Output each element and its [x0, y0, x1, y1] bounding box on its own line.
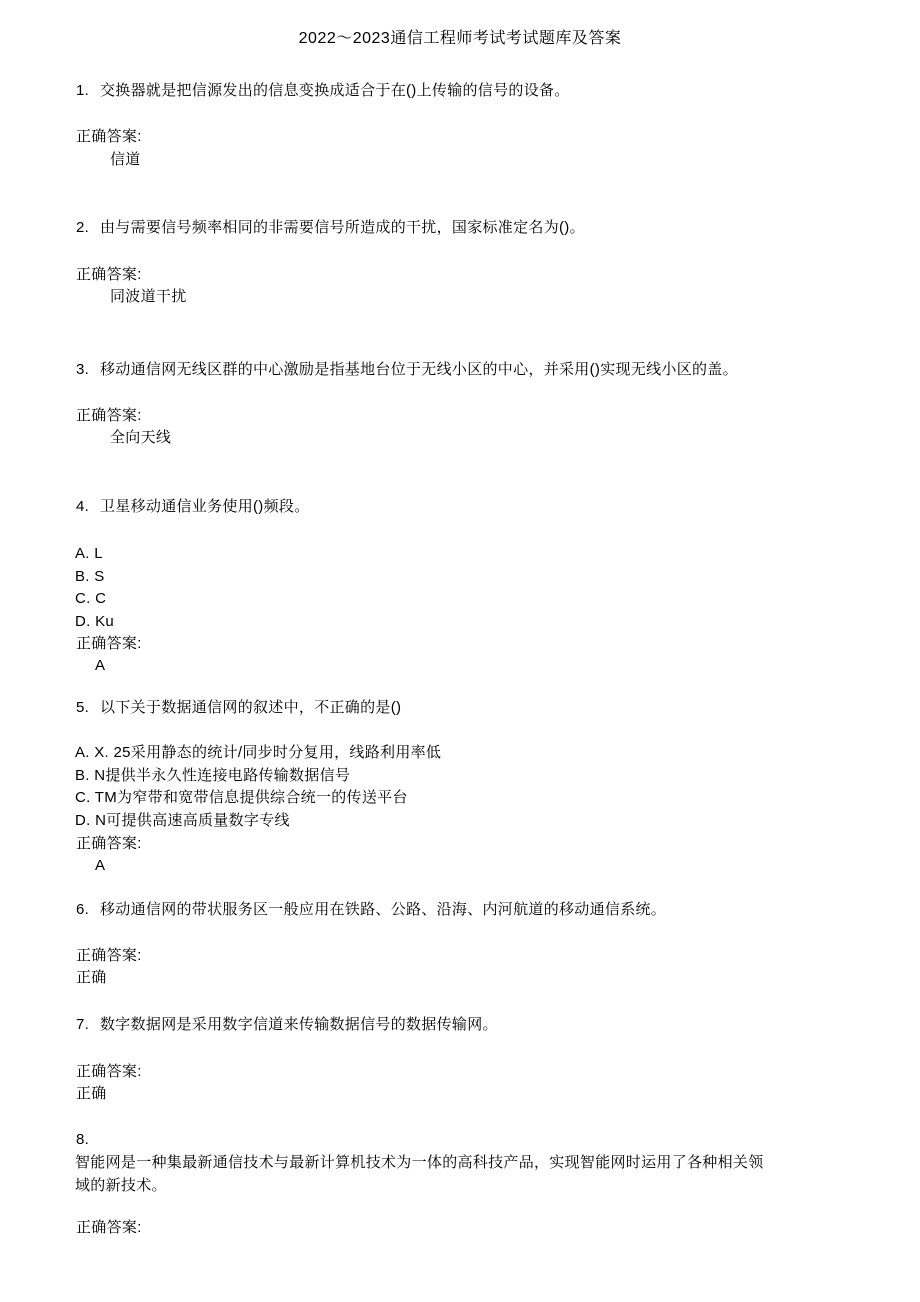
question-5-option-c: C. TM为窄带和宽带信息提供综合统一的传送平台	[75, 789, 408, 806]
question-6-number: 6.	[76, 901, 90, 918]
question-2-line	[76, 219, 585, 236]
question-4-option-c: C. C	[75, 590, 107, 607]
question-5-option-d: D. N可提供高速高质量数字专线	[75, 812, 290, 829]
answer-label-4: 正确答案:	[76, 635, 142, 652]
answer-label-5: 正确答案:	[76, 835, 142, 852]
question-5-line	[76, 699, 401, 716]
answer-value-3: 全向天线	[110, 429, 172, 446]
question-5-text: 以下关于数据通信网的叙述中，不正确的是()	[100, 699, 402, 716]
page-title: 2022～2023通信工程师考试考试题库及答案	[298, 30, 622, 47]
question-1-text: 交换器就是把信源发出的信息变换成适合于在()上传输的信号的设备。	[100, 82, 570, 99]
question-8-number: 8.	[76, 1131, 90, 1148]
question-4-text: 卫星移动通信业务使用()频段。	[100, 498, 310, 515]
answer-label-2: 正确答案:	[76, 266, 142, 283]
answer-label-8: 正确答案:	[76, 1219, 142, 1236]
question-4-option-b: B. S	[75, 568, 105, 585]
question-2-text: 由与需要信号频率相同的非需要信号所造成的干扰，国家标准定名为()。	[100, 219, 585, 236]
question-3-number: 3.	[76, 361, 90, 378]
question-5-option-a: A. X. 25采用静态的统计/同步时分复用，线路利用率低	[75, 744, 442, 761]
question-4-option-a: A. L	[75, 545, 103, 562]
answer-value-1: 信道	[110, 151, 141, 168]
question-7-line	[76, 1016, 498, 1033]
question-6-text: 移动通信网的带状服务区一般应用在铁路、公路、沿海、内河航道的移动通信系统。	[100, 901, 667, 918]
question-4-option-d: D. Ku	[75, 613, 115, 630]
question-1-line	[76, 82, 570, 99]
question-7-text: 数字数据网是采用数字信道来传输数据信号的数据传输网。	[100, 1016, 498, 1033]
question-7-number: 7.	[76, 1016, 90, 1033]
answer-value-7: 正确	[76, 1085, 107, 1102]
question-3-line	[76, 361, 738, 378]
answer-label-1: 正确答案:	[76, 128, 142, 145]
answer-label-3: 正确答案:	[76, 407, 142, 424]
question-1-number: 1.	[76, 82, 90, 99]
answer-value-2: 同波道干扰	[110, 288, 187, 305]
answer-label-6: 正确答案:	[76, 947, 142, 964]
answer-value-4: A	[95, 657, 106, 674]
question-5-number: 5.	[76, 699, 90, 716]
question-4-line	[76, 498, 310, 515]
question-6-line	[76, 901, 666, 918]
answer-value-6: 正确	[76, 969, 107, 986]
question-4-number: 4.	[76, 498, 90, 515]
question-2-number: 2.	[76, 219, 90, 236]
question-5-option-b: B. N提供半永久性连接电路传输数据信号	[75, 767, 351, 784]
question-8-text-line-2: 域的新技术。	[75, 1177, 167, 1194]
answer-value-5: A	[95, 857, 106, 874]
answer-label-7: 正确答案:	[76, 1063, 142, 1080]
question-8-text-line-1: 智能网是一种集最新通信技术与最新计算机技术为一体的高科技产品，实现智能网时运用了各种相关领	[75, 1154, 764, 1171]
question-3-text: 移动通信网无线区群的中心激励是指基地台位于无线小区的中心，并采用()实现无线小区的盖。	[100, 361, 738, 378]
